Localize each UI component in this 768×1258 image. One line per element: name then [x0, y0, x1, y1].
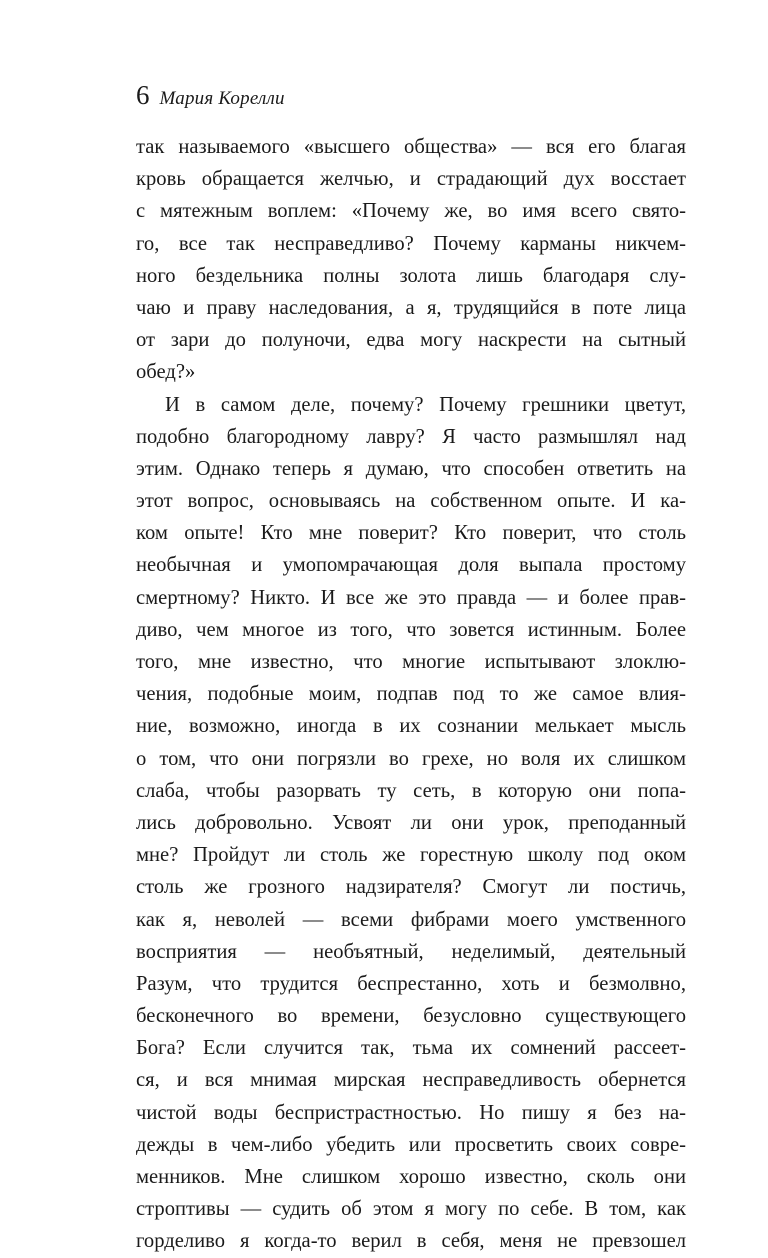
body-text: [136, 131, 686, 1258]
text-line: кровь обращается желчью, и страдающий дух восстает: [136, 168, 686, 191]
page-number: 6: [136, 80, 150, 110]
text-line: лись добровольно. Усвоят ли они урок, преподанный: [136, 811, 686, 834]
text-line: обед?»: [136, 361, 196, 384]
text-line: слаба, чтобы разорвать ту сеть, в которую они попа-: [136, 779, 686, 802]
text-line: дежды в чем-либо убедить или просветить своих совре-: [136, 1133, 686, 1156]
text-line: необычная и умопомрачающая доля выпала простому: [136, 554, 686, 577]
text-line: как я, неволей — всеми фибрами моего умственного: [136, 908, 686, 931]
text-line: диво, чем многое из того, что зовется истинным. Более: [136, 618, 686, 641]
text-line: этот вопрос, основываясь на собственном опыте. И ка-: [136, 490, 686, 513]
text-line: от зари до полуночи, едва могу наскрести на сытный: [136, 329, 686, 352]
text-line: о том, что они погрязли во грехе, но воля их слишком: [136, 747, 686, 770]
text-line: подобно благородному лавру? Я часто размышлял над: [136, 425, 686, 448]
text-line: чения, подобные моим, подпав под то же самое влия-: [136, 683, 686, 706]
text-line: с мятежным воплем: «Почему же, во имя всего свято-: [136, 200, 686, 223]
text-line: столь же грозного надзирателя? Смогут ли постичь,: [136, 876, 686, 899]
text-line: того, мне известно, что многие испытывают злоклю-: [136, 651, 686, 673]
text-line: восприятия — необъятный, неделимый, деятельный: [136, 940, 686, 963]
page-header: [136, 82, 285, 110]
text-line: мне? Пройдут ли столь же горестную школу под оком: [136, 844, 686, 867]
text-line: Бога? Если случится так, тьма их сомнений рассеет-: [136, 1037, 686, 1060]
text-line: ние, возможно, иногда в их сознании мелькает мысль: [136, 715, 686, 738]
text-line: так называемого «высшего общества» — вся его благая: [136, 136, 686, 158]
text-line: смертному? Никто. И все же это правда — и более прав-: [136, 586, 686, 609]
paragraph-start-line: И в самом деле, почему? Почему грешники цветут,: [165, 393, 686, 416]
text-line: чаю и праву наследования, а я, трудящийся в поте лица: [136, 296, 686, 319]
text-line: чистой воды беспристрастностью. Но пишу я без на-: [136, 1101, 686, 1124]
text-line: этим. Однако теперь я думаю, что способен ответить на: [136, 457, 686, 480]
text-line: строптивы — судить об этом я могу по себе. В том, как: [136, 1198, 686, 1221]
text-line: Разум, что трудится беспрестанно, хоть и безмолвно,: [136, 972, 686, 995]
text-line: го, все так несправедливо? Почему карманы никчем-: [136, 232, 686, 255]
text-line: горделиво я когда-то верил в себя, меня не превзошел: [136, 1230, 686, 1253]
text-line: ного бездельника полны золота лишь благодаря слу-: [136, 264, 686, 287]
text-line: ком опыте! Кто мне поверит? Кто поверит, что столь: [136, 522, 686, 545]
text-line: бесконечного во времени, безусловно существующего: [136, 1005, 686, 1028]
text-line: ся, и вся мнимая мирская несправедливость обернется: [136, 1069, 686, 1092]
text-line: менников. Мне слишком хорошо известно, сколь они: [136, 1166, 686, 1188]
running-title: Мария Корелли: [159, 88, 285, 109]
